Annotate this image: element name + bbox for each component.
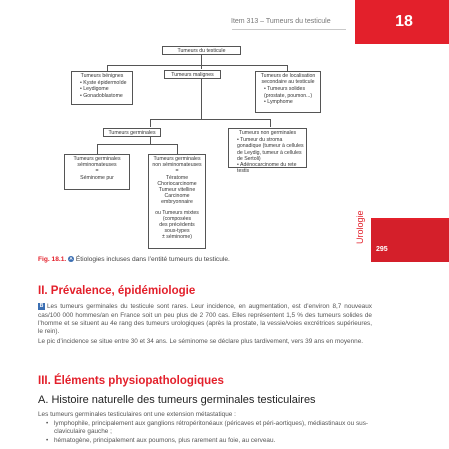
list-item: Carcinome xyxy=(164,193,190,200)
list-item: Tumeur vitelline xyxy=(158,187,196,194)
list-item: Choriocarcinome xyxy=(157,180,197,187)
node-seminomatous-body: Séminome pur xyxy=(80,174,114,181)
section-heading: III. Éléments physiopathologiques xyxy=(38,375,224,387)
node-non-germinal-title: Tumeurs non germinales xyxy=(238,130,297,136)
paragraph-text: Les tumeurs germinales testiculaires ont une extension métastatique : xyxy=(38,411,236,418)
connector-line xyxy=(97,144,98,154)
list-item: • lymphophile, principalement aux ganglions rétropéritonéaux (péricaves et péri-aortiques), médiastinaux ou sus-claviculaire gauche ; xyxy=(46,420,372,437)
node-malignant-label: Tumeurs malignes xyxy=(171,72,214,78)
node-seminomatous xyxy=(64,154,130,190)
connector-line xyxy=(150,119,151,127)
subsection-heading: A. Histoire naturelle des tumeurs germinales testiculaires xyxy=(38,394,316,406)
node-root xyxy=(162,46,241,55)
list-item: • Tumeur du stroma gonadique (tumeur à cellules de Leydig, tumeur à cellules de Sertoli) xyxy=(237,137,304,162)
list-item: Tératome xyxy=(165,174,189,181)
list-item: ± séminome) xyxy=(162,234,192,241)
list-item: • Adénocarcinome du rete testis xyxy=(237,162,304,174)
connector-line xyxy=(201,79,202,119)
connector-line xyxy=(150,137,151,144)
node-non-seminomatous xyxy=(148,154,206,249)
connector-line xyxy=(107,65,287,66)
connector-line xyxy=(270,119,271,127)
list-item: • Tumeurs solides (prostate, poumon...) xyxy=(264,86,318,98)
list-item: • Kyste épidermoïde xyxy=(80,80,130,86)
node-germinal-label: Tumeurs germinales xyxy=(108,130,156,136)
paragraph xyxy=(38,338,372,346)
list-item: • Leydigome xyxy=(80,86,130,92)
figure-number: Fig. 18.1. xyxy=(38,256,67,263)
paragraph xyxy=(38,303,372,337)
connector-line xyxy=(201,65,202,69)
section-heading: II. Prévalence, épidémiologie xyxy=(38,285,196,297)
running-title: Item 313 – Tumeurs du testicule xyxy=(231,18,331,25)
node-seminomatous-title: Tumeurs germinales séminomateuses xyxy=(73,156,121,169)
header-rule xyxy=(232,29,346,30)
caption-text: Étiologies incluses dans l’entité tumeurs du testicule. xyxy=(75,256,230,263)
page-number: 295 xyxy=(376,246,388,253)
node-secondary-title: Tumeurs de localisation secondaire au testicule xyxy=(260,73,316,86)
node-non-germinal xyxy=(228,128,307,175)
paragraph-text: Le pic d’incidence se situe entre 30 et 34 ans. Le séminome se déclare plus tardivement, vers 39 ans en moyenne. xyxy=(38,338,364,345)
list-item: • Gonadoblastome xyxy=(80,93,130,99)
node-secondary xyxy=(255,71,321,113)
level-b-badge: B xyxy=(39,303,44,309)
list-item: (composées xyxy=(162,215,192,222)
list-item: embryonnaire xyxy=(161,199,193,206)
bullet-list xyxy=(46,420,372,445)
list-item: ou Tumeurs mixtes xyxy=(155,209,199,216)
connector-line xyxy=(150,119,270,120)
node-non-seminomatous-title: Tumeurs germinales non séminomateuses xyxy=(152,156,202,169)
side-tab xyxy=(371,220,449,262)
connector-line xyxy=(177,144,178,154)
node-benign-title: Tumeurs bénignes xyxy=(80,73,124,79)
paragraph xyxy=(38,411,372,419)
node-benign xyxy=(71,71,133,105)
node-germinal xyxy=(103,128,161,137)
connector-line xyxy=(201,54,202,65)
list-item: • Lymphome xyxy=(264,99,318,105)
node-root-label: Tumeurs du testicule xyxy=(177,48,226,54)
level-a-badge: A xyxy=(69,256,73,262)
side-section-label: Urologie xyxy=(355,210,365,244)
list-item: des précédents xyxy=(159,222,195,229)
node-malignant xyxy=(164,70,221,79)
paragraph-text: Les tumeurs germinales du testicule sont rares. Leur incidence, en augmentation, est d’environ 8,7 nouveaux cas/100 000 hommes/an en France soit un peu plus de 2 700 cas. Elles représentent 1,5 % des tumeurs solides de l’homme et se situent au 4e rang des tumeurs urologiques (après la prostate, la vessie/voies excrétrices supérieures, le rein). xyxy=(38,303,372,336)
equals-sign: = xyxy=(175,168,179,175)
equals-sign: = xyxy=(95,168,99,175)
list-item: • hématogène, principalement aux poumons, plus rarement au foie, au cerveau. xyxy=(46,437,372,445)
list-item: sous-types xyxy=(164,228,190,235)
figure-caption xyxy=(38,256,230,263)
chapter-number-tab: 18 xyxy=(355,0,449,44)
connector-line xyxy=(97,144,177,145)
